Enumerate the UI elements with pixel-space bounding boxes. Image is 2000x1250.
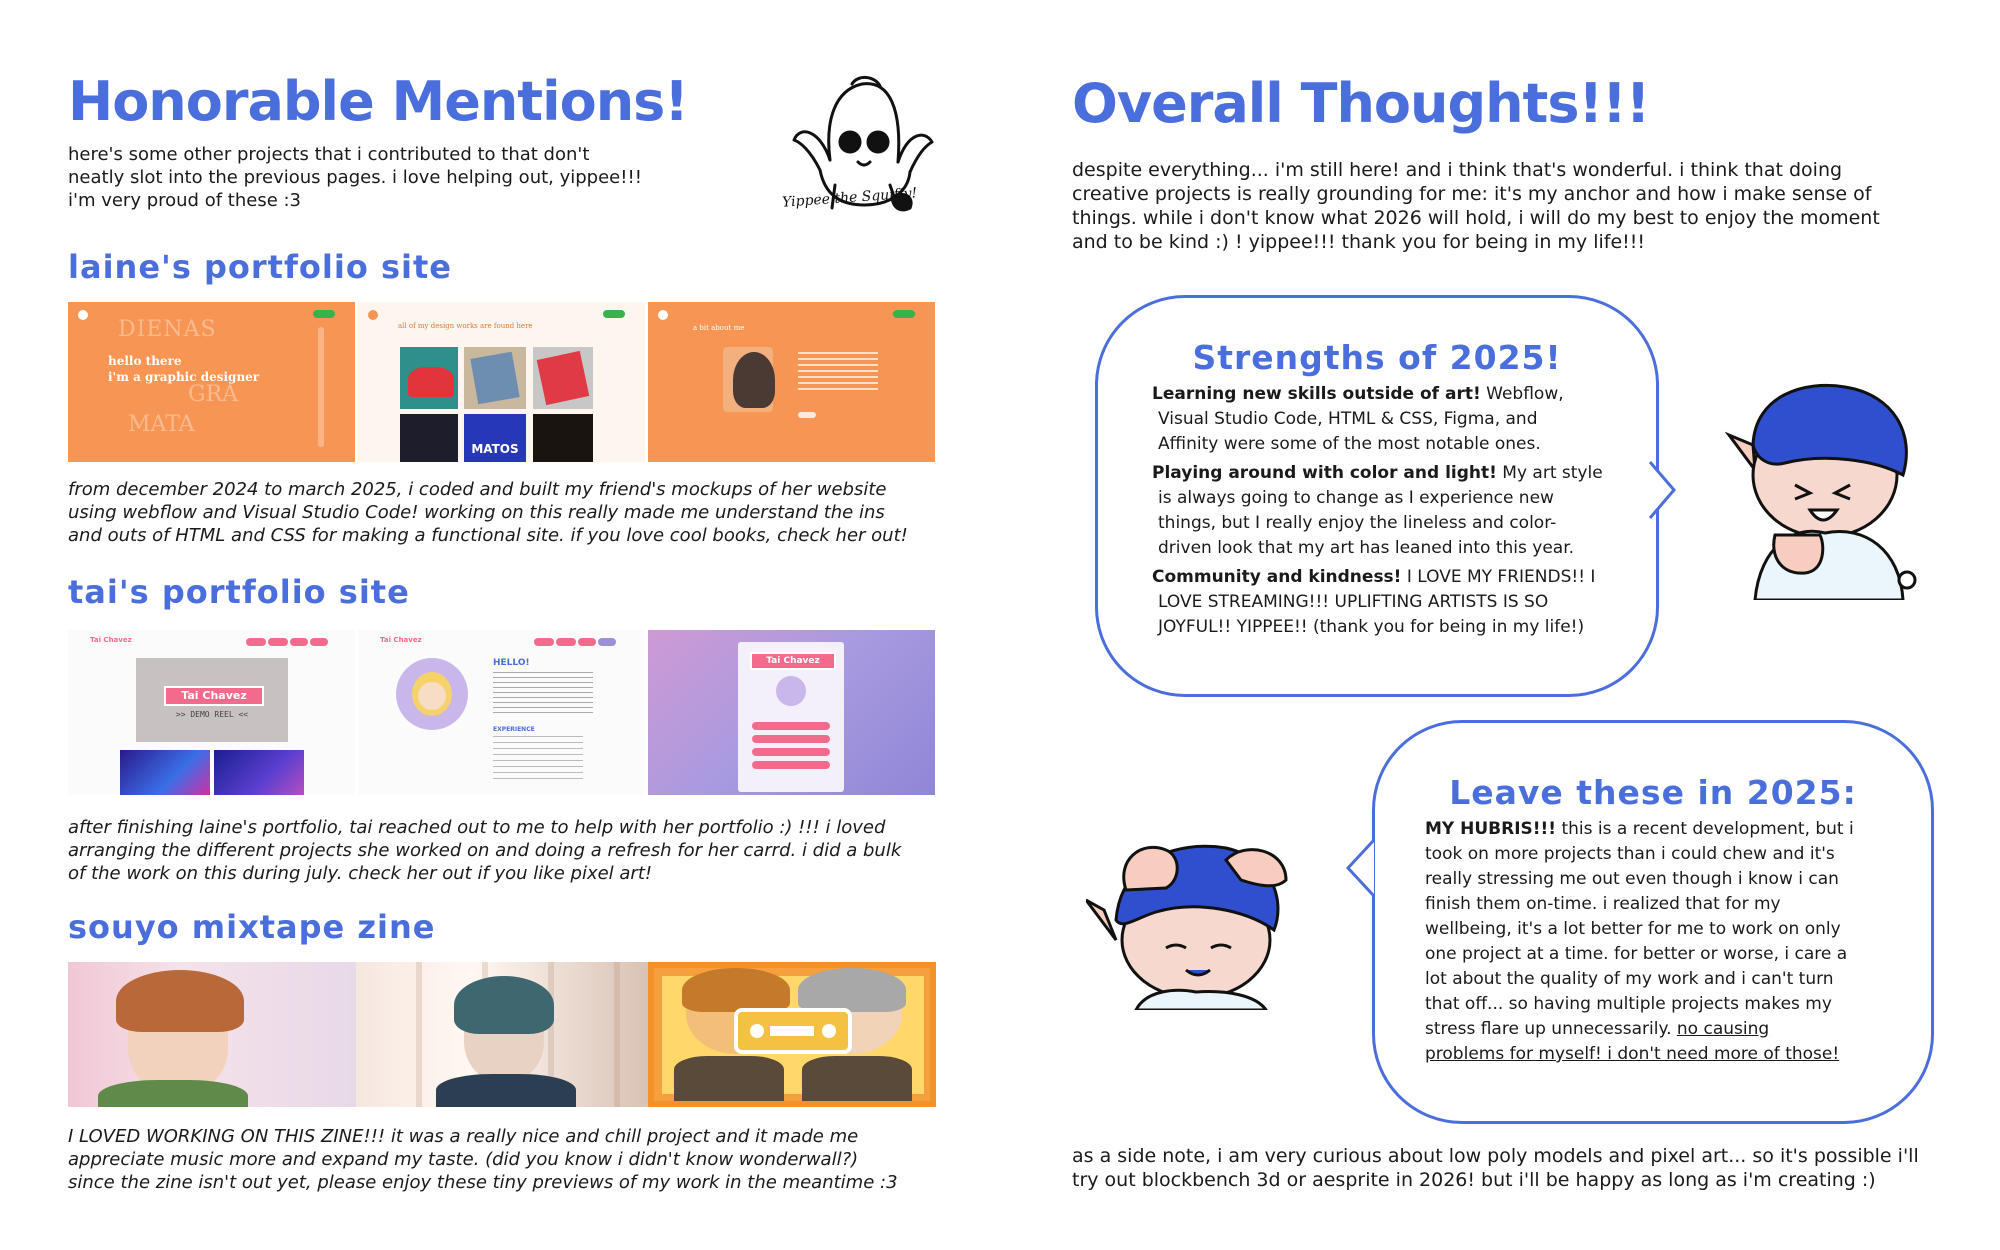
side-note — [1072, 1144, 1972, 1192]
shot-bg-word: GRA — [188, 382, 239, 407]
bubble-tail — [1344, 838, 1376, 898]
about-text-lines — [493, 672, 593, 716]
side-note-line: as a side note, i am very curious about low poly models and pixel art... so it's possible i'll — [1072, 1145, 1919, 1167]
strength-bold: Playing around with color and light! — [1152, 463, 1497, 483]
demo-reel-label: >> DEMO REEL << — [175, 710, 249, 719]
tai-screenshot-carrd[interactable] — [648, 630, 935, 795]
hello-heading: HELLO! — [493, 658, 530, 668]
laine-screenshot-home[interactable] — [68, 302, 355, 462]
about-button — [798, 412, 816, 418]
leave-text — [1425, 817, 1915, 1067]
leave-underlined: no causing — [1676, 1019, 1770, 1039]
shot-role: i'm a graphic designer — [108, 370, 260, 384]
character-hair — [682, 968, 790, 1012]
leave-line: wellbeing, it's a lot better for me to work on only — [1425, 919, 1841, 939]
character-hair — [798, 968, 906, 1012]
strength-text: I LOVE MY FRIENDS!! I — [1401, 567, 1596, 587]
caption-line: since the zine isn't out yet, please enjoy these tiny previews of my work in the meantime :3 — [68, 1172, 898, 1193]
caption-line: of the work on this during july. check her out if you like pixel art! — [68, 863, 653, 884]
zine-preview-3[interactable] — [648, 962, 936, 1107]
intro-line: neatly slot into the previous pages. i love helping out, yippee!!! — [68, 167, 642, 188]
leave-line: this is a recent development, but i — [1556, 819, 1854, 839]
strength-text: My art style — [1496, 463, 1603, 483]
intro-line: creative projects is really grounding for me: it's my anchor and how i make sense of — [1072, 183, 1872, 205]
pen-shape — [318, 327, 324, 447]
souyo-caption — [68, 1125, 968, 1194]
strength-line: JOYFUL!! YIPPEE!! (thank you for being in my life!) — [1158, 617, 1585, 637]
section-heading-tai: tai's portfolio site — [68, 573, 410, 611]
caption-line: arranging the different projects she worked on and doing a refresh for her carrd. i did a bulk — [68, 840, 902, 861]
tai-screenshot-home[interactable] — [68, 630, 355, 795]
shot-hello: hello there — [108, 354, 182, 368]
intro-line: and to be kind :) ! yippee!!! thank you for being in my life!!! — [1072, 231, 1645, 253]
leave-line: took on more projects than i could chew and it's — [1425, 844, 1835, 864]
intro-line: here's some other projects that i contributed to that don't — [68, 144, 590, 165]
book-thumb — [400, 347, 458, 409]
side-note-line: try out blockbench 3d or aesprite in 2026! but i'll be happy as long as i'm creating :) — [1072, 1169, 1876, 1191]
shot-bg-word: DIENAS — [118, 317, 217, 342]
strength-line: things, but I really enjoy the lineless and color- — [1158, 513, 1557, 533]
character-collar — [98, 1080, 248, 1107]
section-heading-laine: laine's portfolio site — [68, 248, 452, 286]
book-thumb — [464, 414, 526, 462]
carrd-card — [738, 642, 844, 792]
caption-line: after finishing laine's portfolio, tai reached out to me to help with her portfolio :) !!! i loved — [68, 817, 886, 838]
book-thumb — [533, 414, 593, 462]
caption-line: from december 2024 to march 2025, i coded and built my friend's mockups of her website — [68, 479, 887, 500]
tai-logo: Tai Chavez — [380, 636, 422, 644]
experience-lines — [493, 736, 583, 784]
character-hair — [116, 970, 244, 1032]
bubble-tail — [1648, 460, 1678, 520]
strength-bold: Community and kindness! — [1152, 567, 1402, 587]
cassette-icon — [734, 1008, 852, 1054]
strengths-list — [1152, 382, 1642, 640]
character-jacket — [436, 1074, 576, 1107]
leave-line: really stressing me out even though i know i can — [1425, 869, 1839, 889]
caption-line: using webflow and Visual Studio Code! working on this really made me understand the ins — [68, 502, 885, 523]
honorable-mentions-title: Honorable Mentions! — [68, 70, 688, 133]
strength-line: driven look that my art has leaned into this year. — [1158, 538, 1575, 558]
overall-thoughts-title: Overall Thoughts!!! — [1072, 72, 1650, 135]
experience-heading: EXPERIENCE — [493, 726, 535, 733]
caption-line: I LOVED WORKING ON THIS ZINE!!! it was a really nice and chill project and it made me — [68, 1126, 859, 1147]
strength-item — [1152, 382, 1642, 457]
strength-line: Affinity were some of the most notable ones. — [1158, 434, 1541, 454]
character-hair — [454, 976, 554, 1034]
character-jacket — [674, 1056, 784, 1101]
shot-heading: all of my design works are found here — [398, 322, 533, 330]
zine-preview-1[interactable] — [68, 962, 356, 1107]
pixel-art-thumb — [214, 750, 304, 795]
leave-line: that off... so having multiple projects makes my — [1425, 994, 1832, 1014]
shot-heading: a bit about me — [693, 324, 745, 332]
tai-logo: Tai Chavez — [90, 636, 132, 644]
tai-banner: Tai Chavez — [750, 652, 836, 670]
pixel-art-thumb — [120, 750, 210, 795]
leave-underlined: problems for myself! i don't need more of those! — [1425, 1044, 1840, 1064]
leave-line: lot about the quality of my work and i can't turn — [1425, 969, 1834, 989]
tai-screenshot-about[interactable] — [358, 630, 645, 795]
excited-character-drawing — [1725, 375, 1925, 600]
caption-line: appreciate music more and expand my taste. (did you know i didn't know wonderwall?) — [68, 1149, 859, 1170]
character-jacket — [802, 1056, 912, 1101]
strength-item — [1152, 565, 1642, 640]
book-thumb — [533, 347, 593, 409]
strength-line: Visual Studio Code, HTML & CSS, Figma, and — [1158, 409, 1538, 429]
section-heading-souyo: souyo mixtape zine — [68, 908, 436, 946]
strength-line: is always going to change as I experience new — [1158, 488, 1554, 508]
avatar — [396, 658, 468, 730]
leave-title: Leave these in 2025: — [1449, 773, 1857, 812]
strength-item — [1152, 461, 1642, 561]
tai-banner: Tai Chavez — [164, 686, 264, 706]
strengths-title: Strengths of 2025! — [1192, 338, 1562, 377]
strength-line: LOVE STREAMING!!! UPLIFTING ARTISTS IS SO — [1158, 592, 1549, 612]
caption-line: and outs of HTML and CSS for making a functional site. if you love cool books, check her out! — [68, 525, 908, 546]
right-intro — [1072, 158, 1952, 254]
leave-line: one project at a time. for better or worse, i care a — [1425, 944, 1848, 964]
laine-screenshot-works[interactable] — [358, 302, 645, 462]
book-thumb — [400, 414, 458, 462]
strength-text: Webflow, — [1480, 384, 1564, 404]
left-intro — [68, 143, 768, 212]
strengths-bubble — [1095, 295, 1659, 697]
strength-bold: Learning new skills outside of art! — [1152, 384, 1481, 404]
leave-bold: MY HUBRIS!!! — [1425, 819, 1557, 839]
leave-line: stress flare up unnecessarily. — [1425, 1019, 1677, 1039]
demo-reel-panel — [136, 658, 288, 742]
intro-line: despite everything... i'm still here! and i think that's wonderful. i think that doing — [1072, 159, 1843, 181]
about-text-lines — [798, 352, 878, 392]
laine-screenshot-about[interactable] — [648, 302, 935, 462]
leave-line: finish them on-time. i realized that for my — [1425, 894, 1781, 914]
shot-bg-word: MATA — [128, 412, 195, 437]
tai-caption — [68, 816, 968, 885]
book-thumb — [464, 347, 526, 409]
portrait — [733, 352, 775, 408]
laine-caption — [68, 478, 968, 547]
leave-bubble — [1372, 720, 1934, 1124]
mascot-caption: Yippee the Squiffy! — [781, 185, 918, 211]
book-title: MATOS — [471, 442, 519, 456]
intro-line: things. while i don't know what 2026 will hold, i will do my best to enjoy the moment — [1072, 207, 1880, 229]
intro-line: i'm very proud of these :3 — [68, 190, 302, 211]
zine-preview-2[interactable] — [356, 962, 648, 1107]
stressed-character-drawing — [1086, 830, 1306, 1010]
